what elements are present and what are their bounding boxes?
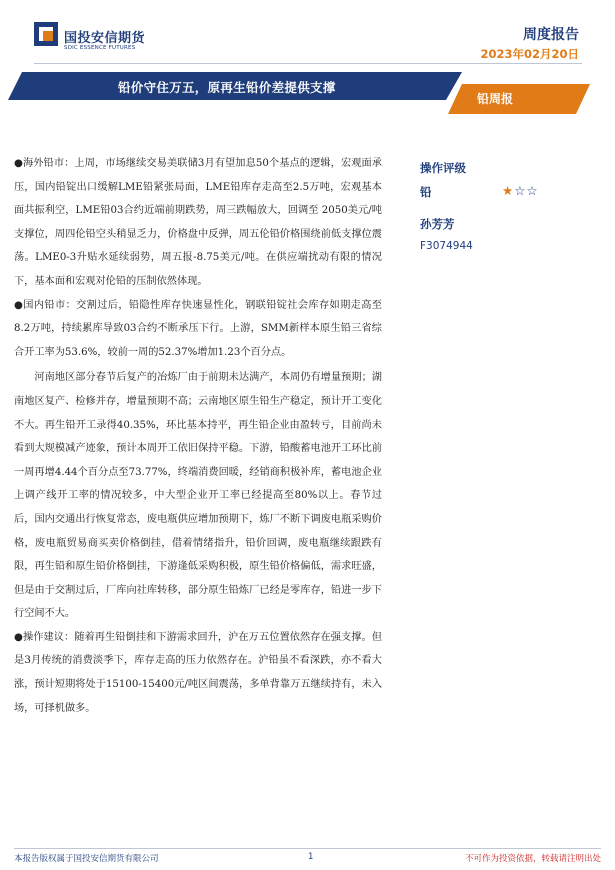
rating-row <box>420 182 590 206</box>
company-name-cn: 国投安信期货 <box>64 31 146 46</box>
footer-copyright: 本报告版权属于国投安信期货有限公司 <box>14 854 159 864</box>
rating-heading: 操作评级 <box>420 161 466 175</box>
domestic-market-paragraph: ●国内铅市：交割过后，铅隐性库存快速显性化，钢联铅锭社会库存如期走高至8.2万吨，持续累库导致03合约不断承压下行。上游，SMM新样本原生铅三省综合开工率为53.6%，较前一周的52.37%增加1.23个百分点。 <box>14 299 382 358</box>
report-body <box>14 152 382 720</box>
header-divider <box>34 63 582 64</box>
report-date: 2023年02月20日 <box>480 47 579 61</box>
supply-demand-paragraph: 河南地区部分春节后复产的冶炼厂由于前期未达满产，本周仍有增量预期；湖南地区复产、检修并存，增量预期不高；云南地区原生铅生产稳定，预计开工变化不大。再生铅开工录得40.35%，环比基本持平，再生铅企业由盈转亏，目前尚未看到大规模减产迹象，预计本周开工依旧保持平稳。下游，铅酸蓄电池开工环比前一周再增4.44个百分点至73.77%，终端消费回暖，经销商积极补库，蓄电池企业上调产线开工率的情况较多，中大型企业开工率已经提高至80%以上。春节过后，国内交通出行恢复常态，废电瓶供应增加预期下，炼厂不断下调废电瓶采购价格，废电瓶贸易商买卖价格倒挂，借着情绪指升，铅价回调，废电瓶继续跟跌有限，再生铅和原生铅价格倒挂，下游逢低采购积极，原生铅价格偏低，需求旺盛，但是由于交割过后，厂库向社库转移，部分原生铅炼厂已经是零库存，铅进一步下行空间不大。 <box>14 372 382 620</box>
report-type: 周度报告 <box>523 27 579 43</box>
analyst-license: F3074944 <box>420 240 473 252</box>
trading-advice-paragraph: ●操作建议：随着再生铅倒挂和下游需求回升，沪在万五位置依然存在强支撑。但是3月传统的消费淡季下，库存走高的压力依然存在。沪铅虽不看深跌，亦不看大涨，预计短期将处于15100-15400元/吨区间震荡，多单背靠万五继续持有，未入场，可择机做多。 <box>14 631 382 714</box>
footer-divider <box>14 848 601 849</box>
rating-sidebar <box>420 160 590 252</box>
footer-disclaimer: 不可作为投资依据，转载请注明出处 <box>464 854 601 864</box>
report-title: 铅价守住万五，原再生铅价差提供支撑 <box>118 80 336 95</box>
star-filled-icon: ★ <box>502 183 515 198</box>
company-logo <box>34 22 144 54</box>
rating-stars-icon <box>502 183 539 198</box>
page-number: 1 <box>308 852 314 862</box>
company-logo-icon <box>34 22 58 46</box>
rating-metal: 铅 <box>420 185 432 199</box>
overseas-market-paragraph: ●海外铅市：上周，市场继续交易美联储3月有望加息50个基点的逻辑，宏观面承压，国内铅锭出口缓解LME铅紧张局面，LME铅库存走高至2.5万吨，宏观基本面共振利空，LME铅03合约近端前期跌势，周三跌幅放大，回调至 2050美元/吨支撑位，周四伦铅空头稍显乏力，价格盘中反弹，周五伦铅价格围绕前低支撑位震荡。LME0-3升贴水延续弱势，周五报-8.75美元/吨。在供应端扰动有限的情况下，基本面和宏观对伦铅的压制依然体现。 <box>14 158 382 287</box>
company-name-en: SDIC ESSENCE FUTURES <box>64 45 136 51</box>
report-tag: 铅周报 <box>477 92 514 106</box>
star-empty-icon: ☆☆ <box>514 183 539 198</box>
analyst-name: 孙芳芳 <box>420 217 455 231</box>
